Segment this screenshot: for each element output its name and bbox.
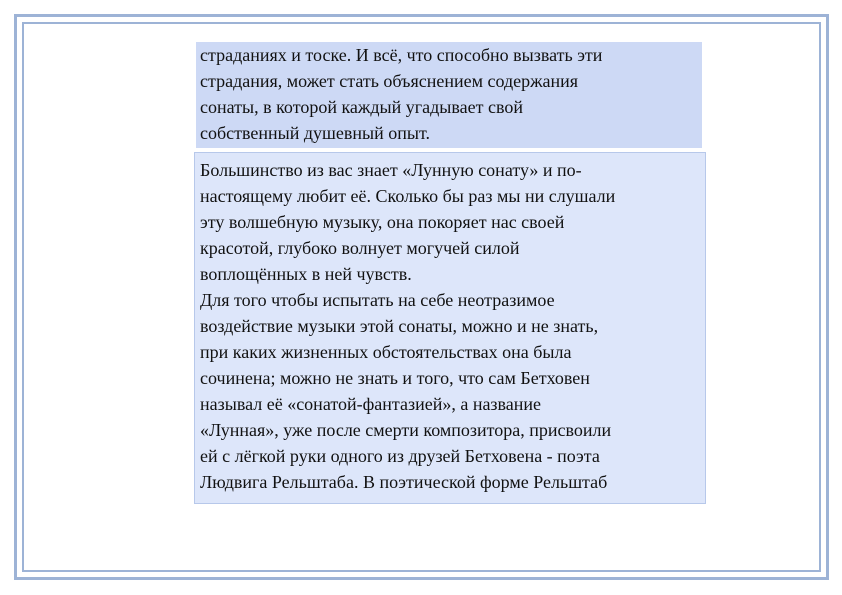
top-text-box: [196, 42, 702, 148]
main-text-line: настоящему любит её. Сколько бы раз мы ни слушали: [200, 186, 616, 206]
main-text-line: «Лунная», уже после смерти композитора, присвоили: [200, 420, 612, 440]
main-text-line: Людвига Рельштаба. В поэтической форме Рельштаб: [200, 472, 608, 492]
main-text-line: Большинство из вас знает «Лунную сонату» и по-: [200, 160, 582, 180]
main-text-line: сочинена; можно не знать и того, что сам Бетховен: [200, 368, 590, 388]
main-text-line: ей с лёгкой руки одного из друзей Бетховена - поэта: [200, 446, 600, 466]
main-text-line: Для того чтобы испытать на себе неотразимое: [200, 290, 555, 310]
top-text-line: страдания, может стать объяснением содержания: [200, 71, 579, 91]
top-text-line: собственный душевный опыт.: [200, 123, 430, 143]
main-text-line: воздействие музыки этой сонаты, можно и не знать,: [200, 316, 599, 336]
main-text-line: красотой, глубоко волнует могучей силой: [200, 238, 520, 258]
main-text-line: при каких жизненных обстоятельствах она была: [200, 342, 572, 362]
top-text-line: сонаты, в которой каждый угадывает свой: [200, 97, 523, 117]
top-text-line: страданиях и тоске. И всё, что способно вызвать эти: [200, 45, 603, 65]
main-text-line: воплощённых в ней чувств.: [200, 264, 412, 284]
main-text-box: [194, 152, 706, 504]
main-text-line: называл её «сонатой-фантазией», а название: [200, 394, 542, 414]
main-text-line: эту волшебную музыку, она покоряет нас своей: [200, 212, 565, 232]
